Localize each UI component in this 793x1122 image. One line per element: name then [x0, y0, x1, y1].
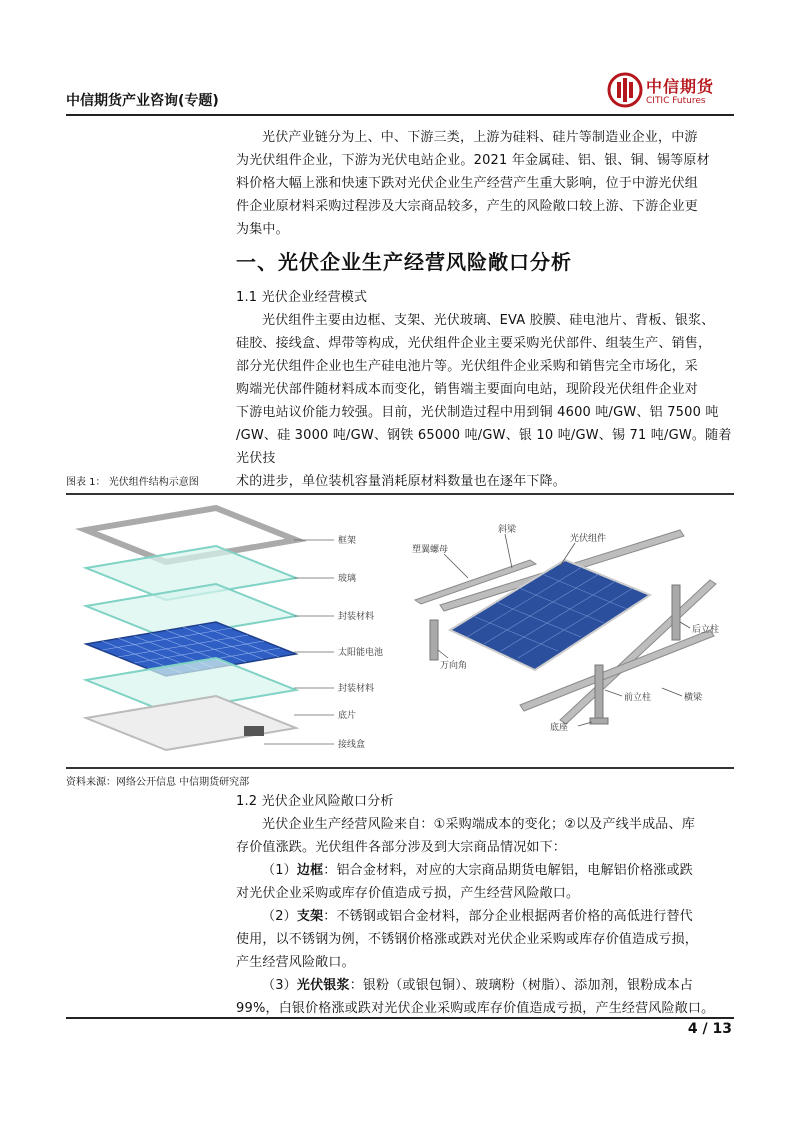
- label-diagonal-beam: 斜梁: [498, 525, 517, 535]
- intro-line: 为集中。: [236, 222, 289, 237]
- label-universal-angle: 万向角: [440, 661, 468, 671]
- item-term: 边框: [296, 863, 324, 878]
- body-line: 硅胶、接线盒、焊带等构成，光伏组件企业主要采购光伏部件、组装生产、销售，: [236, 336, 712, 351]
- backsheet-layer: [86, 696, 296, 750]
- body-line: 光伏企业生产经营风险来自：①采购端成本的变化；②以及产线半成品、库: [262, 817, 695, 832]
- item-number: （2）: [262, 909, 297, 924]
- subsection-heading: 1.1 光伏企业经营模式: [236, 290, 368, 305]
- item-text: ：不锈钢或铝合金材料，部分企业根据两者价格的高低进行替代: [323, 909, 693, 924]
- label-front-post: 前立柱: [624, 693, 652, 703]
- body-line: 购端光伏部件随材料成本而变化，销售端主要面向电站，现阶段光伏组件企业对: [236, 382, 699, 397]
- list-item: [236, 974, 734, 997]
- label-frame: 框架: [338, 536, 357, 546]
- item-text: ：银粉（或银包铜）、玻璃粉（树脂）、添加剂，银粉成本占: [349, 978, 694, 993]
- intro-line: 料价格大幅上涨和快速下跌对光伏企业生产经营产生重大影响，位于中游光伏组: [236, 176, 699, 191]
- item-term: 光伏银浆: [296, 978, 350, 993]
- label-backsheet: 底片: [338, 711, 357, 721]
- item-number: （3）: [262, 978, 297, 993]
- citic-logo-icon: [607, 72, 643, 108]
- header-title: 中信期货产业咨询(专题): [66, 93, 219, 109]
- list-item: [236, 859, 734, 882]
- item-text: ：铝合金材料，对应的大宗商品期货电解铝，电解铝价格涨或跌: [323, 863, 693, 878]
- citic-logo: [607, 72, 732, 110]
- body-line: /GW、硅 3000 吨/GW、钢铁 65000 吨/GW、银 10 吨/GW、锡 71 吨/GW。随着光伏技: [236, 428, 732, 466]
- label-base: 底座: [550, 723, 569, 733]
- label-rear-post: 后立柱: [692, 625, 720, 635]
- body-line: 99%，白银价格涨或跌对光伏企业采购或库存价值造成亏损，产生经营风险敞口。: [236, 1001, 715, 1016]
- body-line: 使用，以不锈钢为例，不锈钢价格涨或跌对光伏企业采购或库存价值造成亏损，: [236, 932, 699, 947]
- body-line: 产生经营风险敞口。: [236, 955, 355, 970]
- label-glass: 玻璃: [338, 574, 357, 584]
- item-number: （1）: [262, 863, 297, 878]
- footer-rule: [66, 1017, 734, 1019]
- label-crossbeam: 横梁: [684, 693, 703, 703]
- intro-line: 为光伏组件企业，下游为光伏电站企业。2021 年金属硅、铝、银、铜、锡等原材: [236, 153, 710, 168]
- section-1-1: [236, 286, 734, 493]
- label-wing-nut: 塑翼螺母: [412, 545, 449, 555]
- label-encapsulant-bottom: 封装材料: [338, 684, 375, 694]
- intro-line: 光伏产业链分为上、中、下游三类，上游为硅料、硅片等制造业企业，中游: [262, 130, 698, 145]
- subsection-heading: 1.2 光伏企业风险敞口分析: [236, 794, 394, 809]
- page-number: 4 / 13: [687, 1021, 732, 1037]
- body-line: 下游电站议价能力较强。目前，光伏制造过程中用到铜 4600 吨/GW、铝 7500 吨: [236, 405, 719, 420]
- label-encapsulant-top: 封装材料: [338, 612, 375, 622]
- figure-top-rule: [66, 493, 734, 495]
- section-heading: 一、光伏企业生产经营风险敞口分析: [236, 250, 572, 274]
- list-item: [236, 905, 734, 928]
- header-rule: [66, 114, 734, 116]
- section-1-2: [236, 790, 734, 1020]
- item-term: 支架: [296, 909, 324, 924]
- figure-source: 资料来源：网络公开信息 中信期货研究部: [66, 777, 250, 788]
- intro-paragraph: [236, 126, 734, 241]
- body-line: 部分光伏组件企业也生产硅电池片等。光伏组件企业采购和销售完全市场化，采: [236, 359, 699, 374]
- logo-text-cn: 中信期货: [646, 77, 715, 96]
- pv-mounting-diagram: [410, 500, 730, 762]
- junction-box: [244, 726, 264, 736]
- body-line: 光伏组件主要由边框、支架、光伏玻璃、EVA 胶膜、硅电池片、背板、银浆、: [262, 313, 715, 328]
- pv-module-exploded-diagram: [66, 500, 406, 762]
- figure-bottom-rule: [66, 767, 734, 769]
- body-line: 对光伏企业采购或库存价值造成亏损，产生经营风险敞口。: [236, 886, 580, 901]
- label-junction-box: 接线盒: [338, 740, 366, 750]
- pv-panel: [450, 560, 650, 670]
- logo-text-en: CITIC Futures: [646, 96, 706, 106]
- body-line: 存价值涨跌。光伏组件各部分涉及到大宗商品情况如下：: [236, 840, 567, 855]
- body-line: 术的进步，单位装机容量消耗原材料数量也在逐年下降。: [236, 474, 567, 489]
- label-pv-module: 光伏组件: [570, 534, 607, 544]
- label-solar-cell: 太阳能电池: [338, 648, 384, 658]
- figure-caption: 图表 1： 光伏组件结构示意图: [66, 477, 199, 488]
- intro-line: 件企业原材料采购过程涉及大宗商品较多，产生的风险敞口较上游、下游企业更: [236, 199, 699, 214]
